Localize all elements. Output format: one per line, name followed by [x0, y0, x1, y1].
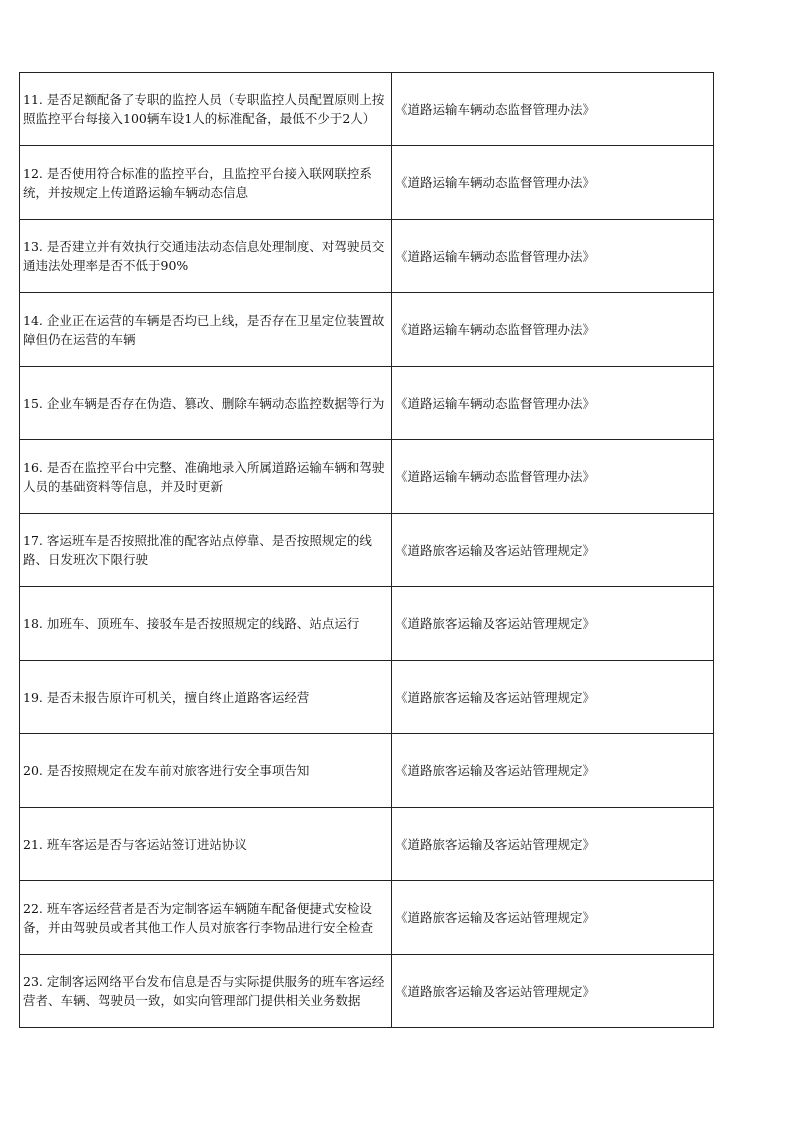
check-item: 14. 企业正在运营的车辆是否均已上线，是否存在卫星定位装置故障但仍在运营的车辆 — [20, 293, 392, 367]
check-item: 16. 是否在监控平台中完整、准确地录入所属道路运输车辆和驾驶人员的基础资料等信息，并及时更新 — [20, 440, 392, 514]
table-row — [20, 661, 714, 734]
check-item: 20. 是否按照规定在发车前对旅客进行安全事项告知 — [20, 734, 392, 808]
legal-basis: 《道路旅客运输及客运站管理规定》 — [392, 955, 714, 1028]
legal-basis: 《道路运输车辆动态监督管理办法》 — [392, 440, 714, 514]
legal-basis: 《道路运输车辆动态监督管理办法》 — [392, 73, 714, 146]
legal-basis: 《道路运输车辆动态监督管理办法》 — [392, 146, 714, 220]
legal-basis: 《道路旅客运输及客运站管理规定》 — [392, 808, 714, 881]
check-item: 22. 班车客运经营者是否为定制客运车辆随车配备便捷式安检设备，并由驾驶员或者其他工作人员对旅客行李物品进行安全检查 — [20, 881, 392, 955]
table-row — [20, 881, 714, 955]
legal-basis: 《道路旅客运输及客运站管理规定》 — [392, 587, 714, 661]
check-item: 23. 定制客运网络平台发布信息是否与实际提供服务的班车客运经营者、车辆、驾驶员一致，如实向管理部门提供相关业务数据 — [20, 955, 392, 1028]
check-item: 19. 是否未报告原许可机关，擅自终止道路客运经营 — [20, 661, 392, 734]
legal-basis: 《道路旅客运输及客运站管理规定》 — [392, 881, 714, 955]
legal-basis: 《道路旅客运输及客运站管理规定》 — [392, 734, 714, 808]
table-row — [20, 367, 714, 440]
check-item: 13. 是否建立并有效执行交通违法动态信息处理制度、对驾驶员交通违法处理率是否不低于90% — [20, 220, 392, 293]
legal-basis: 《道路运输车辆动态监督管理办法》 — [392, 220, 714, 293]
check-item: 17. 客运班车是否按照批准的配客站点停靠、是否按照规定的线路、日发班次下限行驶 — [20, 514, 392, 587]
table-row — [20, 293, 714, 367]
table-row — [20, 73, 714, 146]
legal-basis: 《道路旅客运输及客运站管理规定》 — [392, 514, 714, 587]
table-row — [20, 587, 714, 661]
table-row — [20, 808, 714, 881]
table-row — [20, 955, 714, 1028]
check-item: 11. 是否足额配备了专职的监控人员（专职监控人员配置原则上按照监控平台每接入100辆车设1人的标准配备，最低不少于2人） — [20, 73, 392, 146]
legal-basis: 《道路运输车辆动态监督管理办法》 — [392, 293, 714, 367]
check-item: 18. 加班车、顶班车、接驳车是否按照规定的线路、站点运行 — [20, 587, 392, 661]
table-row — [20, 734, 714, 808]
table-row — [20, 440, 714, 514]
table-row — [20, 220, 714, 293]
check-item: 12. 是否使用符合标准的监控平台，且监控平台接入联网联控系统，并按规定上传道路运输车辆动态信息 — [20, 146, 392, 220]
check-item: 21. 班车客运是否与客运站签订进站协议 — [20, 808, 392, 881]
table-row — [20, 146, 714, 220]
check-item: 15. 企业车辆是否存在伪造、篡改、删除车辆动态监控数据等行为 — [20, 367, 392, 440]
checklist-table — [19, 72, 714, 1028]
table-row — [20, 514, 714, 587]
legal-basis: 《道路旅客运输及客运站管理规定》 — [392, 661, 714, 734]
legal-basis: 《道路运输车辆动态监督管理办法》 — [392, 367, 714, 440]
